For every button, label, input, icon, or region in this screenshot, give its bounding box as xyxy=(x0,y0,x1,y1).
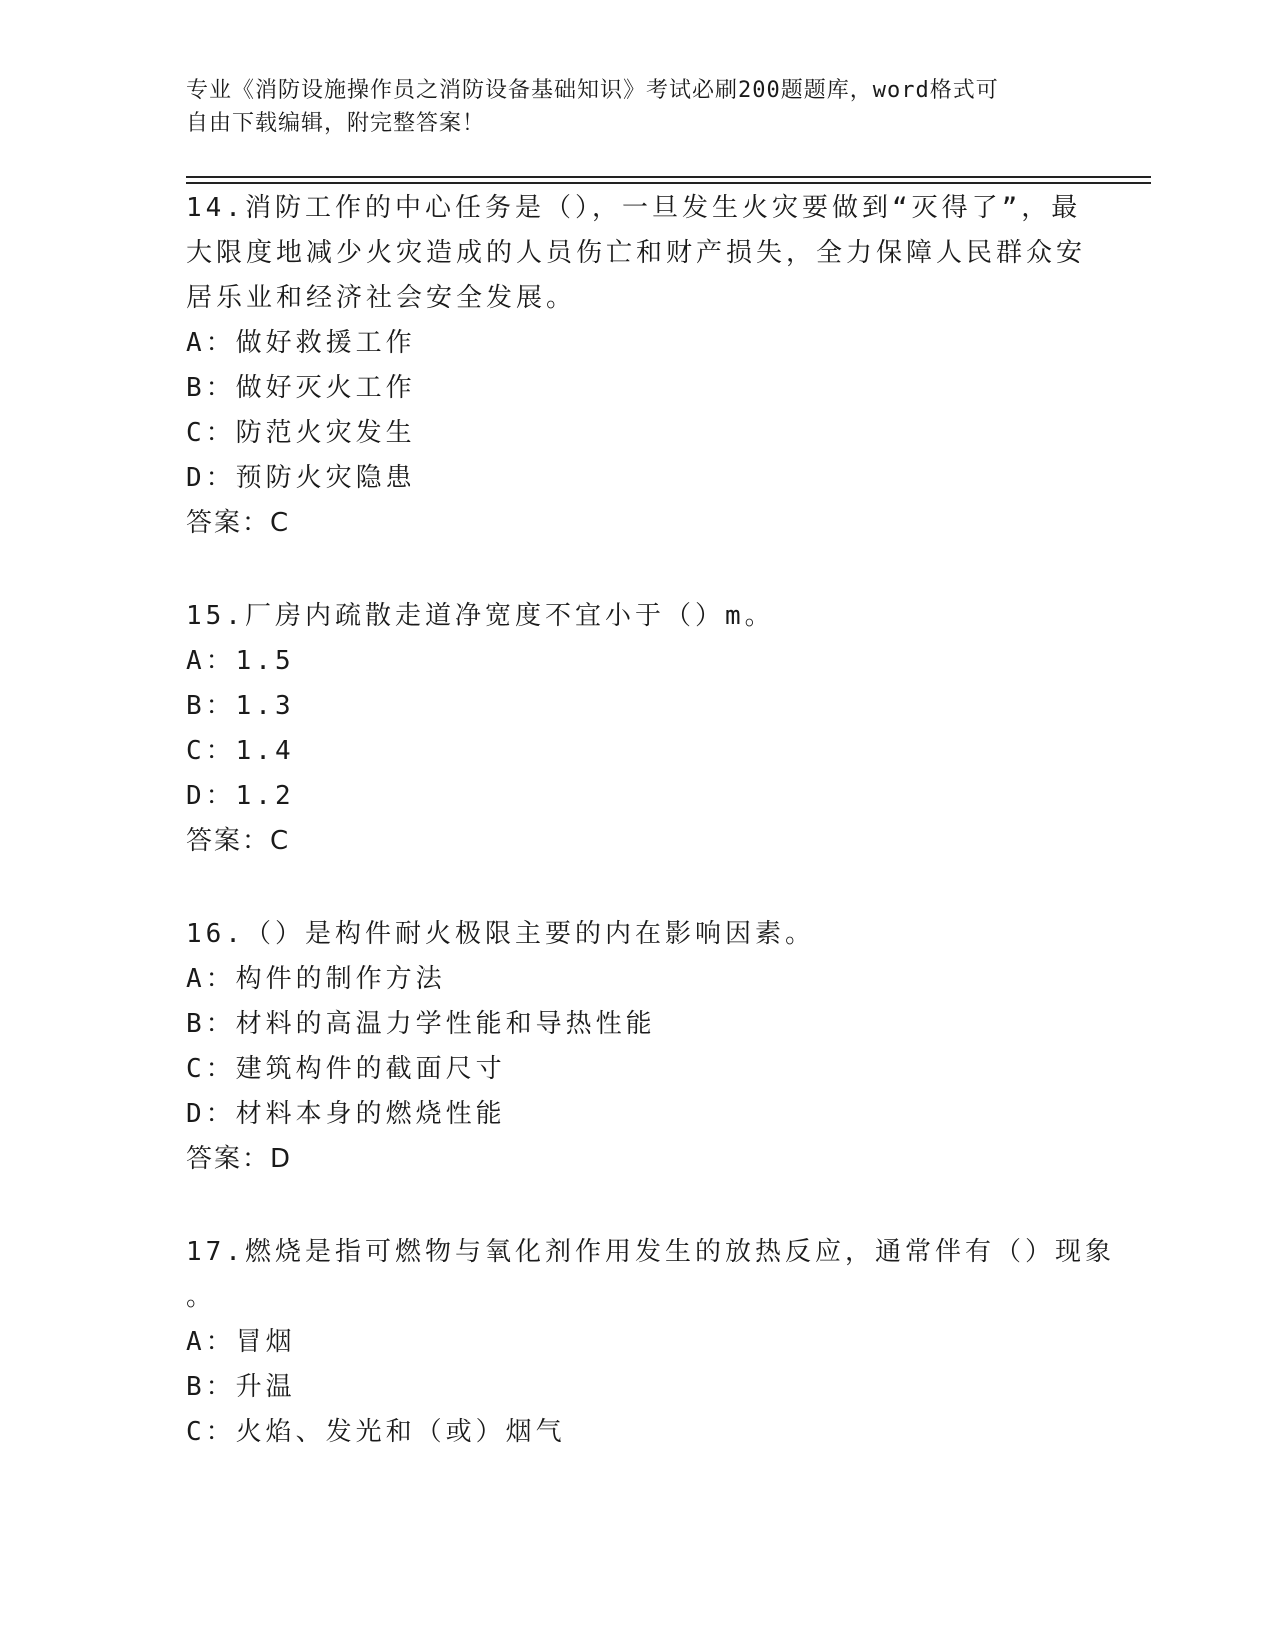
option-d: D：1.2 xyxy=(186,781,295,811)
option-d: D：材料本身的燃烧性能 xyxy=(186,1099,506,1129)
option-b: B：材料的高温力学性能和导热性能 xyxy=(186,1009,656,1039)
question-15 xyxy=(186,594,1086,864)
option-a: A：1.5 xyxy=(186,646,295,676)
answer: 答案：C xyxy=(186,508,291,538)
header-rule-bottom xyxy=(186,182,1151,184)
option-a: A：冒烟 xyxy=(186,1327,296,1357)
document-header xyxy=(186,74,1066,140)
spacer xyxy=(186,1182,1086,1230)
option-c: C：防范火灾发生 xyxy=(186,418,416,448)
question-17 xyxy=(186,1230,1115,1455)
question-text-line: 。 xyxy=(186,1282,217,1312)
answer: 答案：C xyxy=(186,826,291,856)
question-16 xyxy=(186,912,1086,1182)
option-b: B：做好灭火工作 xyxy=(186,373,416,403)
option-a: A：做好救援工作 xyxy=(186,328,416,358)
question-text-line: 14.消防工作的中心任务是（），一旦发生火灾要做到“灭得了”，最 xyxy=(186,193,1082,223)
question-list xyxy=(186,186,1115,1455)
spacer xyxy=(186,546,1086,594)
question-text-line: 大限度地减少火灾造成的人员伤亡和财产损失，全力保障人民群众安 xyxy=(186,238,1087,268)
option-a: A：构件的制作方法 xyxy=(186,964,446,994)
question-14 xyxy=(186,186,1086,546)
answer: 答案：D xyxy=(186,1144,293,1174)
option-b: B：升温 xyxy=(186,1372,296,1402)
question-text-line: 16.（）是构件耐火极限主要的内在影响因素。 xyxy=(186,919,815,949)
question-text-line: 居乐业和经济社会安全发展。 xyxy=(186,283,577,313)
question-text-line: 17.燃烧是指可燃物与氧化剂作用发生的放热反应，通常伴有（）现象 xyxy=(186,1237,1115,1267)
header-rule-top xyxy=(186,176,1151,178)
question-text-line: 15.厂房内疏散走道净宽度不宜小于（）m。 xyxy=(186,601,775,631)
option-c: C：建筑构件的截面尺寸 xyxy=(186,1054,506,1084)
option-c: C：火焰、发光和（或）烟气 xyxy=(186,1417,566,1447)
option-b: B：1.3 xyxy=(186,691,295,721)
spacer xyxy=(186,864,1086,912)
header-line-2: 自由下载编辑，附完整答案！ xyxy=(186,111,486,136)
option-d: D：预防火灾隐患 xyxy=(186,463,416,493)
header-line-1: 专业《消防设施操作员之消防设备基础知识》考试必刷200题题库，word格式可 xyxy=(186,78,999,103)
option-c: C：1.4 xyxy=(186,736,295,766)
